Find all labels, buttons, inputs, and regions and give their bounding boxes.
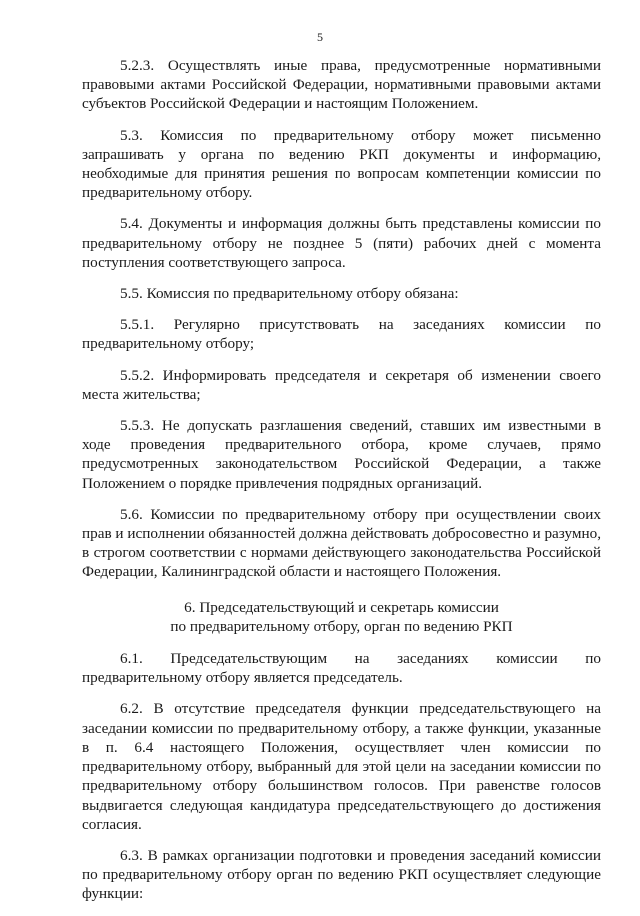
paragraph-5-6: 5.6. Комиссии по предварительному отбору при осуществлении своих прав и исполнении обязанностей должна действовать добросовестно и разумно, в строгом соответствии с нормами действующего законодательства Российской Федерации, Калининградской области и настоящего Положения. (82, 505, 601, 581)
section-heading-line-1: 6. Председательствующий и секретарь комиссии (184, 598, 499, 616)
page-number: 5 (317, 30, 323, 44)
section-heading (82, 598, 601, 636)
paragraph-6-2: 6.2. В отсутствие председателя функции председательствующего на заседании комиссии по предварительному отбору, а также функции, указанные в п. 6.4 настоящего Положения, осуществляет член комиссии по предварительному отбору, выбранный для этой цели на заседании комиссии по предварительному отбору большинством голосов. При равенстве голосов выдвигается следующая кандидатура председательствующего до достижения согласия. (82, 700, 601, 833)
paragraph-6-3: 6.3. В рамках организации подготовки и проведения заседаний комиссии по предварительному отбору орган по ведению РКП осуществляет следующие функции: (82, 846, 601, 903)
paragraph-5-3: 5.3. Комиссия по предварительному отбору может письменно запрашивать у органа по ведению РКП документы и информацию, необходимые для принятия решения по вопросам компетенции комиссии по предварительному отбору. (82, 126, 601, 202)
section-heading-line-2: по предварительному отбору, орган по ведению РКП (170, 617, 513, 635)
paragraph-5-5-2: 5.5.2. Информировать председателя и секретаря об изменении своего места жительства; (82, 366, 601, 403)
paragraph-5-4: 5.4. Документы и информация должны быть представлены комиссии по предварительному отбору не позднее 5 (пяти) рабочих дней с момента поступления соответствующего запроса. (82, 215, 601, 271)
paragraph-5-5-1: 5.5.1. Регулярно присутствовать на заседаниях комиссии по предварительному отбору; (82, 316, 601, 353)
document-body (82, 56, 601, 916)
paragraph-6-1: 6.1. Председательствующим на заседаниях комиссии по предварительному отбору является председатель. (82, 650, 601, 687)
paragraph-5-5: 5.5. Комиссия по предварительному отбору обязана: (120, 285, 459, 303)
paragraph-5-2-3: 5.2.3. Осуществлять иные права, предусмотренные нормативными правовыми актами Российской Федерации, нормативными правовыми актами субъектов Российской Федерации и настоящим Положением. (82, 57, 601, 113)
paragraph-5-5-3: 5.5.3. Не допускать разглашения сведений, ставших им известными в ходе проведения предварительного отбора, кроме случаев, прямо предусмотренных законодательством Российской Федерации, а также Положением о порядке привлечения подрядных организаций. (82, 417, 601, 492)
